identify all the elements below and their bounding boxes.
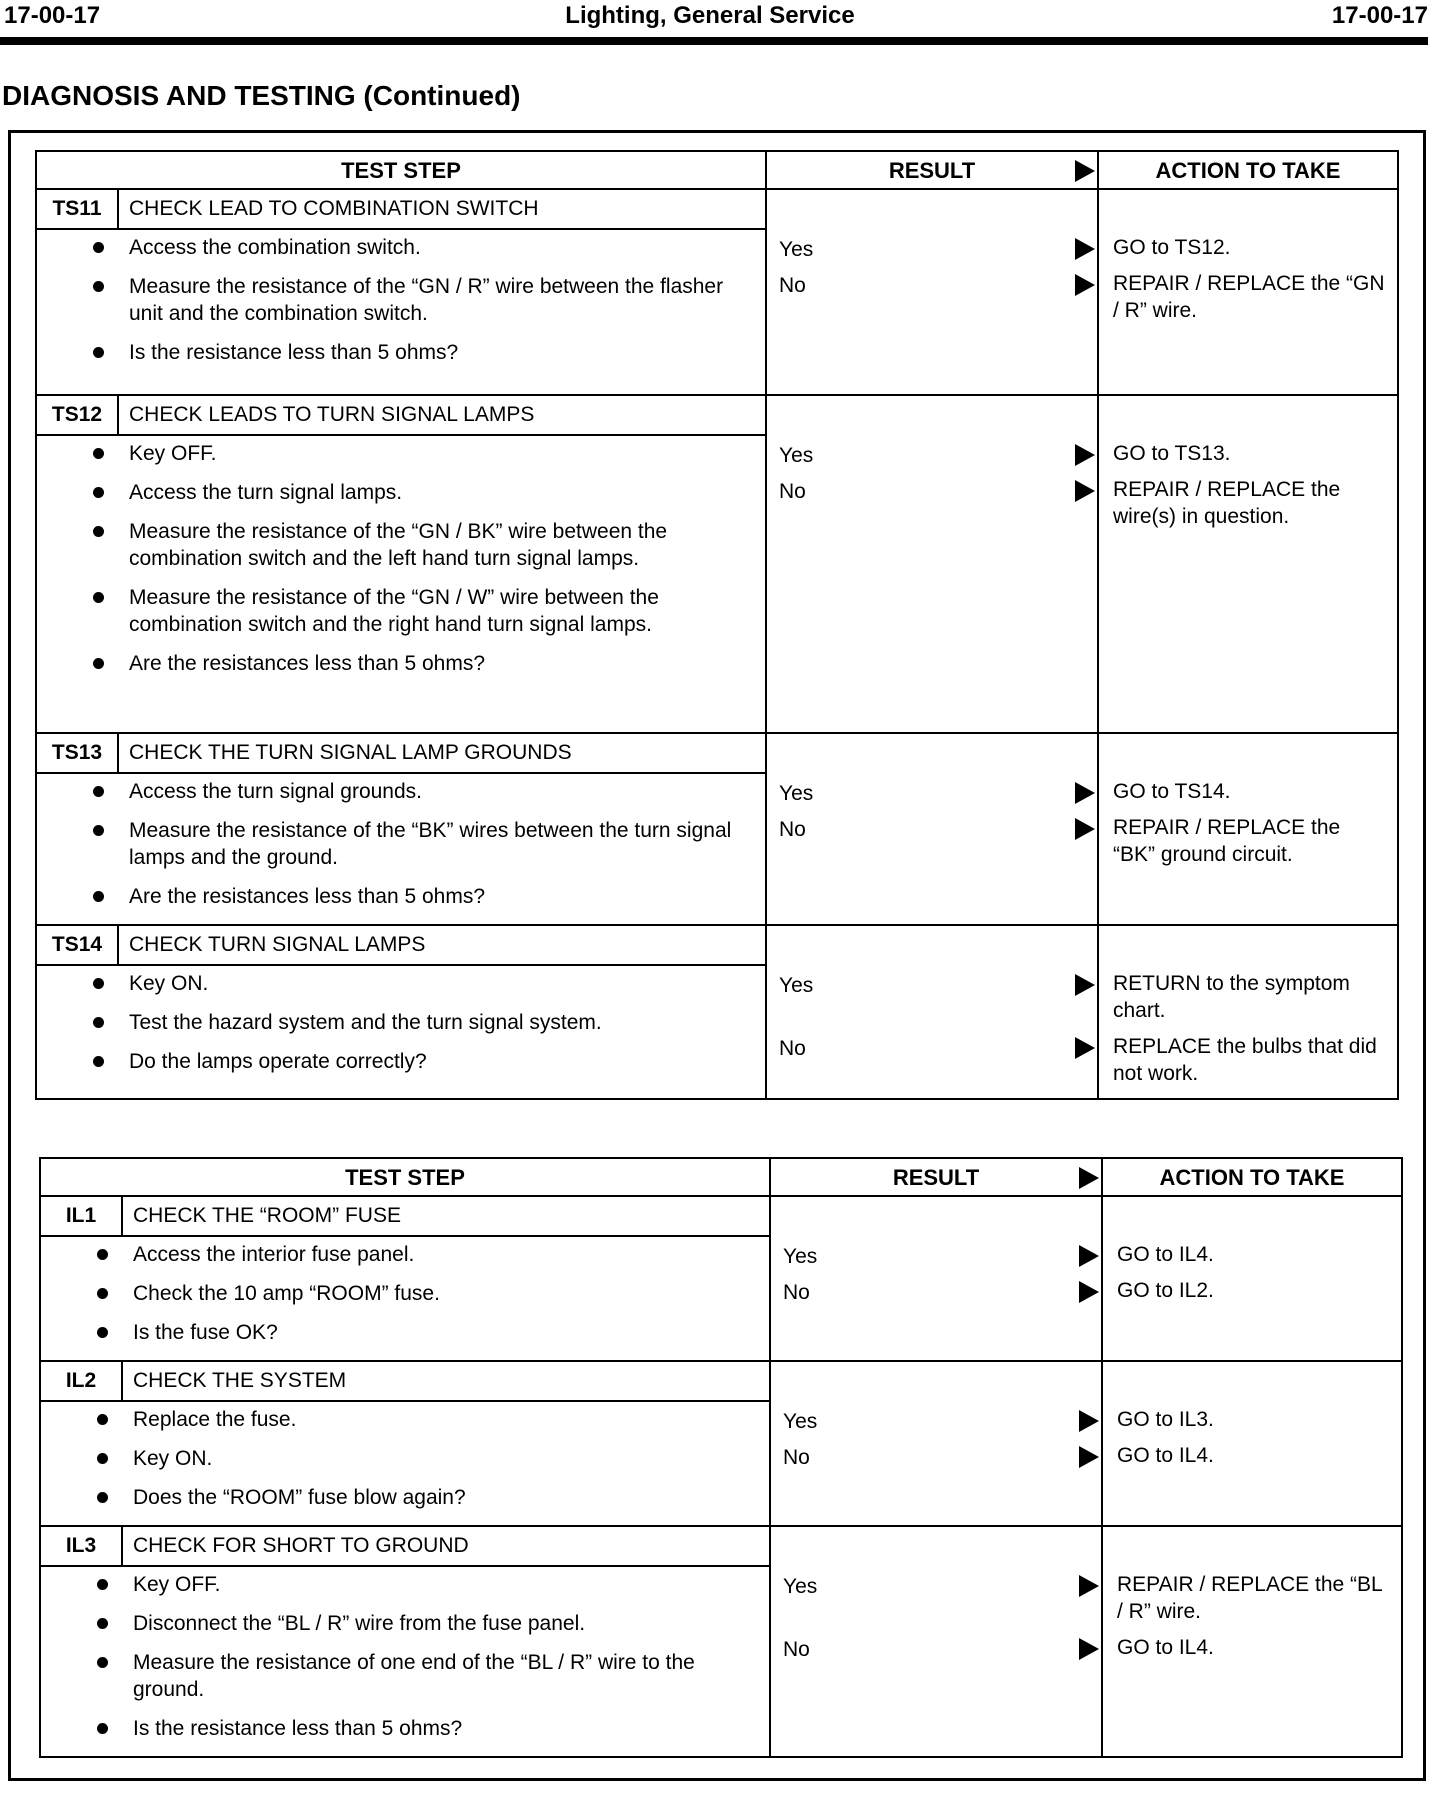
result-label: Yes — [779, 238, 814, 261]
bullet-item: Access the combination switch. — [129, 234, 745, 261]
header-rule — [0, 37, 1428, 45]
test-step-bullets — [37, 774, 765, 924]
test-step-title: CHECK FOR SHORT TO GROUND — [133, 1534, 469, 1557]
bullet-item: Measure the resistance of the “GN / R” wire between the flasher unit and the combination switch. — [129, 273, 745, 327]
test-step-id: TS11 — [37, 190, 119, 228]
result-cell — [766, 925, 1098, 1099]
action-cell — [1102, 1361, 1402, 1526]
result-label: Yes — [779, 782, 814, 805]
bullet-item: Access the turn signal lamps. — [129, 479, 745, 506]
result-yes — [783, 1573, 1101, 1636]
test-step-bullets — [41, 1237, 769, 1360]
result-label: Yes — [783, 1575, 818, 1598]
bullet-item: Measure the resistance of the “GN / W” wire between the combination switch and the right hand turn signal lamps. — [129, 584, 745, 638]
test-step-header — [41, 1527, 769, 1567]
action-text: GO to IL2. — [1117, 1279, 1214, 1302]
result-label: No — [783, 1281, 810, 1304]
result-no — [783, 1636, 1101, 1672]
arrow-icon — [1079, 1446, 1099, 1468]
bullet-item: Is the resistance less than 5 ohms? — [133, 1715, 749, 1742]
bullet-item: Measure the resistance of one end of the “BL / R” wire to the ground. — [133, 1649, 749, 1703]
action-cell — [1098, 395, 1398, 733]
result-cell — [766, 189, 1098, 395]
action-text: GO to IL3. — [1117, 1408, 1214, 1431]
diagnosis-table-ts — [35, 150, 1399, 1100]
test-step-bullets — [41, 1567, 769, 1756]
test-step-header — [37, 190, 765, 230]
arrow-icon — [1079, 1281, 1099, 1303]
test-step-id: TS12 — [37, 396, 119, 434]
test-step-cell — [40, 1361, 770, 1526]
result-label: Yes — [779, 974, 814, 997]
test-step-bullets — [41, 1402, 769, 1525]
result-no — [779, 816, 1097, 879]
action-text: REPAIR / REPLACE the wire(s) in question. — [1113, 478, 1341, 528]
action-text: GO to IL4. — [1117, 1636, 1214, 1659]
column-result — [766, 151, 1098, 189]
action-text: GO to TS13. — [1113, 442, 1231, 465]
page-code-right: 17-00-17 — [1331, 2, 1428, 29]
bullet-item: Is the fuse OK? — [133, 1319, 749, 1346]
bullet-item: Does the “ROOM” fuse blow again? — [133, 1484, 749, 1511]
test-step-title: CHECK LEAD TO COMBINATION SWITCH — [129, 197, 539, 220]
test-step-header — [37, 396, 765, 436]
arrow-icon — [1079, 1575, 1099, 1597]
action-text: REPAIR / REPLACE the “BK” ground circuit. — [1113, 816, 1341, 866]
column-action: ACTION TO TAKE — [1098, 151, 1398, 189]
test-step-row — [40, 1361, 1402, 1526]
test-step-id: TS14 — [37, 926, 119, 964]
action-text: RETURN to the symptom chart. — [1113, 972, 1350, 1022]
result-label: No — [783, 1446, 810, 1469]
page-code-left: 17-00-17 — [4, 2, 101, 29]
test-step-header — [41, 1362, 769, 1402]
result-label: Yes — [783, 1245, 818, 1268]
result-cell — [770, 1361, 1102, 1526]
test-step-bullets — [37, 436, 765, 691]
action-cell — [1098, 925, 1398, 1099]
test-step-row — [36, 189, 1398, 395]
test-step-id: IL3 — [41, 1527, 123, 1565]
arrow-icon — [1079, 1167, 1099, 1189]
arrow-icon — [1075, 480, 1095, 502]
result-yes — [779, 972, 1097, 1035]
result-no — [779, 272, 1097, 335]
action-cell — [1102, 1196, 1402, 1361]
result-label: No — [779, 1037, 806, 1060]
bullet-item: Measure the resistance of the “GN / BK” wire between the combination switch and the left hand turn signal lamps. — [129, 518, 745, 572]
action-cell — [1098, 189, 1398, 395]
arrow-icon — [1079, 1410, 1099, 1432]
result-yes — [779, 236, 1097, 272]
arrow-icon — [1075, 782, 1095, 804]
test-step-bullets — [37, 966, 765, 1089]
test-step-row — [36, 733, 1398, 925]
bullet-item: Key ON. — [129, 970, 745, 997]
test-step-header — [37, 734, 765, 774]
result-no — [783, 1279, 1101, 1315]
test-step-id: TS13 — [37, 734, 119, 772]
result-label: No — [783, 1638, 810, 1661]
test-step-row — [36, 395, 1398, 733]
bullet-item: Do the lamps operate correctly? — [129, 1048, 745, 1075]
arrow-icon — [1079, 1245, 1099, 1267]
page-title: Lighting, General Service — [565, 2, 855, 29]
test-step-title: CHECK LEADS TO TURN SIGNAL LAMPS — [129, 403, 535, 426]
test-step-cell — [36, 395, 766, 733]
bullet-item: Are the resistances less than 5 ohms? — [129, 883, 745, 910]
action-text: GO to IL4. — [1117, 1444, 1214, 1467]
bullet-item: Key OFF. — [133, 1571, 749, 1598]
action-text: GO to TS14. — [1113, 780, 1231, 803]
column-result-label: RESULT — [888, 157, 976, 183]
column-test-step: TEST STEP — [40, 1158, 770, 1196]
test-step-header — [37, 926, 765, 966]
test-step-cell — [40, 1196, 770, 1361]
column-action: ACTION TO TAKE — [1102, 1158, 1402, 1196]
arrow-icon — [1075, 238, 1095, 260]
test-step-title: CHECK THE SYSTEM — [133, 1369, 347, 1392]
result-yes — [783, 1243, 1101, 1279]
result-cell — [770, 1526, 1102, 1757]
action-text: GO to TS12. — [1113, 236, 1231, 259]
section-title: DIAGNOSIS AND TESTING (Continued) — [2, 80, 521, 111]
action-text: REPAIR / REPLACE the “BL / R” wire. — [1117, 1573, 1382, 1623]
result-cell — [766, 733, 1098, 925]
bullet-item: Measure the resistance of the “BK” wires between the turn signal lamps and the ground. — [129, 817, 745, 871]
arrow-icon — [1075, 818, 1095, 840]
arrow-icon — [1075, 1037, 1095, 1059]
test-step-header — [41, 1197, 769, 1237]
diagnosis-table-il — [39, 1157, 1403, 1758]
action-cell — [1102, 1526, 1402, 1757]
result-label: No — [779, 274, 806, 297]
bullet-item: Test the hazard system and the turn signal system. — [129, 1009, 745, 1036]
result-no — [783, 1444, 1101, 1480]
test-step-row — [40, 1526, 1402, 1757]
result-no — [779, 478, 1097, 541]
arrow-icon — [1075, 974, 1095, 996]
action-text: REPAIR / REPLACE the “GN / R” wire. — [1113, 272, 1385, 322]
bullet-item: Are the resistances less than 5 ohms? — [129, 650, 745, 677]
column-result-label: RESULT — [892, 1164, 980, 1190]
test-step-id: IL2 — [41, 1362, 123, 1400]
result-cell — [770, 1196, 1102, 1361]
test-step-row — [40, 1196, 1402, 1361]
bullet-item: Replace the fuse. — [133, 1406, 749, 1433]
result-yes — [779, 442, 1097, 478]
test-step-id: IL1 — [41, 1197, 123, 1235]
page-header — [0, 0, 1440, 40]
bullet-item: Access the interior fuse panel. — [133, 1241, 749, 1268]
test-step-title: CHECK TURN SIGNAL LAMPS — [129, 933, 426, 956]
arrow-icon — [1075, 444, 1095, 466]
bullet-item: Disconnect the “BL / R” wire from the fuse panel. — [133, 1610, 749, 1637]
action-text: GO to IL4. — [1117, 1243, 1214, 1266]
result-cell — [766, 395, 1098, 733]
action-text: REPLACE the bulbs that did not work. — [1113, 1035, 1377, 1085]
column-test-step: TEST STEP — [36, 151, 766, 189]
bullet-item: Key ON. — [133, 1445, 749, 1472]
bullet-item: Check the 10 amp “ROOM” fuse. — [133, 1280, 749, 1307]
result-label: No — [779, 480, 806, 503]
arrow-icon — [1075, 160, 1095, 182]
result-yes — [779, 780, 1097, 816]
result-label: No — [779, 818, 806, 841]
bullet-item: Access the turn signal grounds. — [129, 778, 745, 805]
test-step-cell — [40, 1526, 770, 1757]
result-yes — [783, 1408, 1101, 1444]
arrow-icon — [1075, 274, 1095, 296]
test-step-row — [36, 925, 1398, 1099]
test-step-cell — [36, 925, 766, 1099]
result-label: Yes — [783, 1410, 818, 1433]
result-label: Yes — [779, 444, 814, 467]
bullet-item: Key OFF. — [129, 440, 745, 467]
test-step-bullets — [37, 230, 765, 380]
result-no — [779, 1035, 1097, 1098]
column-result — [770, 1158, 1102, 1196]
action-cell — [1098, 733, 1398, 925]
arrow-icon — [1079, 1638, 1099, 1660]
test-step-cell — [36, 733, 766, 925]
test-step-cell — [36, 189, 766, 395]
bullet-item: Is the resistance less than 5 ohms? — [129, 339, 745, 366]
test-step-title: CHECK THE TURN SIGNAL LAMP GROUNDS — [129, 741, 572, 764]
test-step-title: CHECK THE “ROOM” FUSE — [133, 1204, 401, 1227]
